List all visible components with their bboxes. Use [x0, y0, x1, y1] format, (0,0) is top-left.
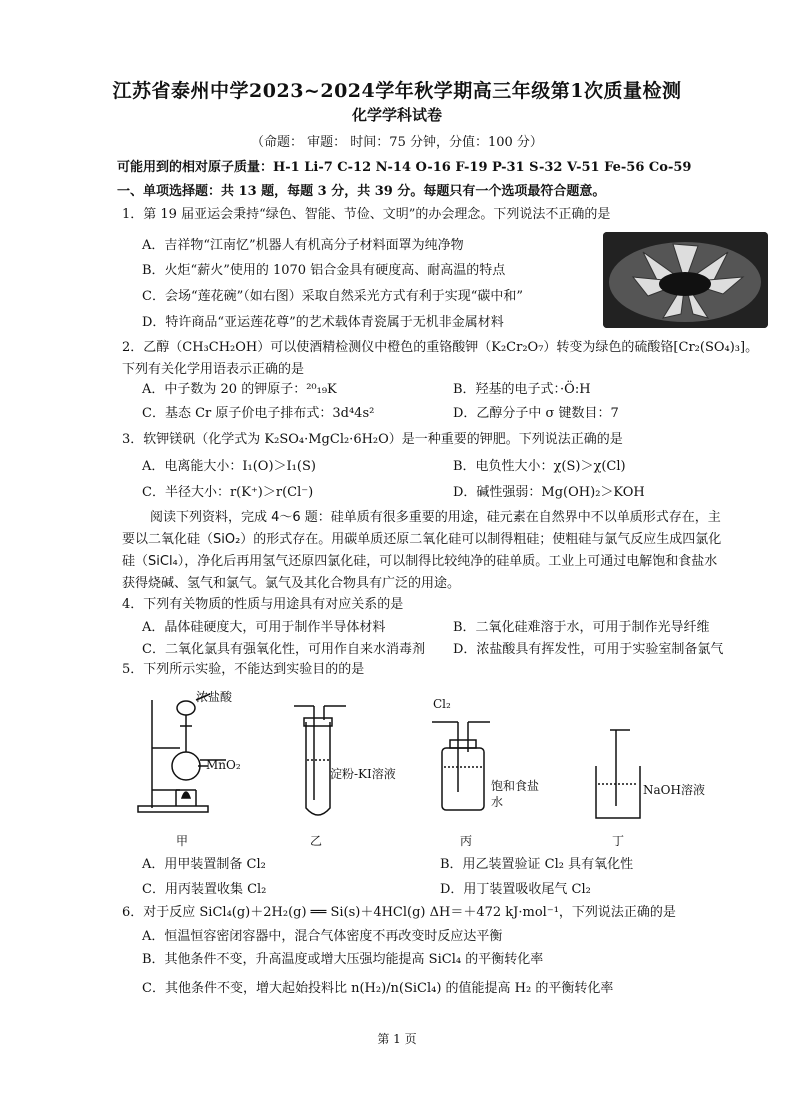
q1-option-d: D．特许商品“亚运莲花尊”的艺术载体青瓷属于无机非金属材料 — [142, 315, 504, 330]
q5-option-b: B．用乙装置验证 Cl₂ 具有氧化性 — [440, 857, 634, 872]
apparatus-yi-diagram — [280, 700, 360, 825]
label-mno2: MnO₂ — [206, 758, 241, 772]
label-bing: 丙 — [460, 834, 473, 848]
section-heading: 一、单项选择题：共 13 题，每题 3 分，共 39 分。每题只有一个选项最符合题意。 — [117, 184, 606, 199]
q2-option-b: B．羟基的电子式：·Ö:H — [453, 382, 591, 397]
q4-option-c: C．二氧化氯具有强氧化性，可用作自来水消毒剂 — [142, 642, 425, 657]
exam-meta: （命题： 审题： 时间：75 分钟，分值：100 分） — [251, 135, 543, 150]
q4-option-a: A．晶体硅硬度大，可用于制作半导体材料 — [142, 620, 386, 635]
label-saturated-brine: 饱和食盐水 — [491, 779, 540, 809]
q6-stem: 6．对于反应 SiCl₄(g)＋2H₂(g) ══ Si(s)＋4HCl(g) ΔH＝＋472 kJ·mol⁻¹，下列说法正确的是 — [122, 905, 676, 920]
q5-option-a: A．用甲装置制备 Cl₂ — [142, 857, 266, 872]
q5-option-d: D．用丁装置吸收尾气 Cl₂ — [440, 882, 591, 897]
atomic-masses: 可能用到的相对原子质量：H-1 Li-7 C-12 N-14 O-16 F-19 P-31 S-32 V-51 Fe-56 Co-59 — [117, 160, 692, 175]
label-ding: 丁 — [612, 834, 625, 848]
q5-stem: 5．下列所示实验，不能达到实验目的的是 — [122, 662, 365, 677]
q4-option-b: B．二氧化硅难溶于水，可用于制作光导纤维 — [453, 620, 710, 635]
label-starch-ki: 淀粉-KI溶液 — [330, 767, 396, 781]
exam-title: 江苏省泰州中学2023~2024学年秋学期高三年级第1次质量检测 — [112, 80, 682, 102]
label-yi: 乙 — [310, 834, 323, 848]
q2-option-c: C．基态 Cr 原子价电子排布式：3d⁴4s² — [142, 406, 375, 421]
q4-stem: 4．下列有关物质的性质与用途具有对应关系的是 — [122, 597, 404, 612]
label-naoh: NaOH溶液 — [643, 783, 705, 797]
q4-option-d: D．浓盐酸具有挥发性，可用于实验室制备氯气 — [453, 642, 724, 657]
q1-stem: 1．第 19 届亚运会秉持“绿色、智能、节俭、文明”的办会理念。下列说法不正确的是 — [122, 207, 611, 222]
page-number: 第 1 页 — [377, 1032, 417, 1046]
q3-option-c: C．半径大小：r(K⁺)＞r(Cl⁻) — [142, 485, 314, 500]
reading-line-4: 获得烧碱、氢气和氯气。氯气及其化合物具有广泛的用途。 — [122, 576, 461, 591]
q6-option-b: B．其他条件不变，升高温度或增大压强均能提高 SiCl₄ 的平衡转化率 — [142, 952, 544, 967]
q1-option-a: A．吉祥物“江南忆”机器人有机高分子材料面罩为纯净物 — [142, 238, 464, 253]
q3-option-d: D．碱性强弱：Mg(OH)₂＞KOH — [453, 485, 645, 500]
apparatus-jia-diagram — [130, 690, 250, 820]
q3-option-b: B．电负性大小：χ(S)＞χ(Cl) — [453, 459, 626, 474]
q1-option-b: B．火炬“薪火”使用的 1070 铝合金具有硬度高、耐高温的特点 — [142, 263, 506, 278]
apparatus-ding-diagram — [590, 726, 650, 826]
label-conc-hcl: 浓盐酸 — [196, 690, 233, 704]
lotus-stadium-photo — [603, 232, 768, 328]
apparatus-bing-diagram — [428, 712, 498, 817]
reading-line-3: 硅（SiCl₄），净化后再用氢气还原四氯化硅，可以制得比较纯净的硅单质。工业上可通过电解饱和食盐水 — [122, 554, 718, 569]
q2-stem: 2．乙醇（CH₃CH₂OH）可以使酒精检测仪中橙色的重铬酸钾（K₂Cr₂O₇）转变为绿色的硫酸铬[Cr₂(SO₄)₃]。 — [122, 340, 759, 355]
q2-option-d: D．乙醇分子中 σ 键数目：7 — [453, 406, 619, 421]
exam-subtitle: 化学学科试卷 — [351, 106, 442, 124]
reading-line-1: 阅读下列资料，完成 4～6 题：硅单质有很多重要的用途，硅元素在自然界中不以单质形式存在，主 — [150, 510, 721, 525]
q6-option-c: C．其他条件不变，增大起始投料比 n(H₂)/n(SiCl₄) 的值能提高 H₂ 的平衡转化率 — [142, 981, 614, 996]
label-jia: 甲 — [176, 834, 189, 848]
q2-option-a: A．中子数为 20 的钾原子：²⁰₁₉K — [142, 382, 337, 397]
q5-option-c: C．用丙装置收集 Cl₂ — [142, 882, 267, 897]
label-cl2-inlet: Cl₂ — [433, 697, 451, 711]
q3-option-a: A．电离能大小：I₁(O)＞I₁(S) — [142, 459, 316, 474]
reading-line-2: 要以二氧化硅（SiO₂）的形式存在。用碳单质还原二氧化硅可以制得粗硅；使粗硅与氯气反应生成四氯化 — [122, 532, 722, 547]
q6-option-a: A．恒温恒容密闭容器中，混合气体密度不再改变时反应达平衡 — [142, 929, 503, 944]
q1-option-c: C．会场“莲花碗”（如右图）采取自然采光方式有利于实现“碳中和” — [142, 289, 524, 304]
q2-stem-2: 下列有关化学用语表示正确的是 — [122, 362, 305, 377]
q3-stem: 3．软钾镁矾（化学式为 K₂SO₄·MgCl₂·6H₂O）是一种重要的钾肥。下列说法正确的是 — [122, 432, 623, 447]
